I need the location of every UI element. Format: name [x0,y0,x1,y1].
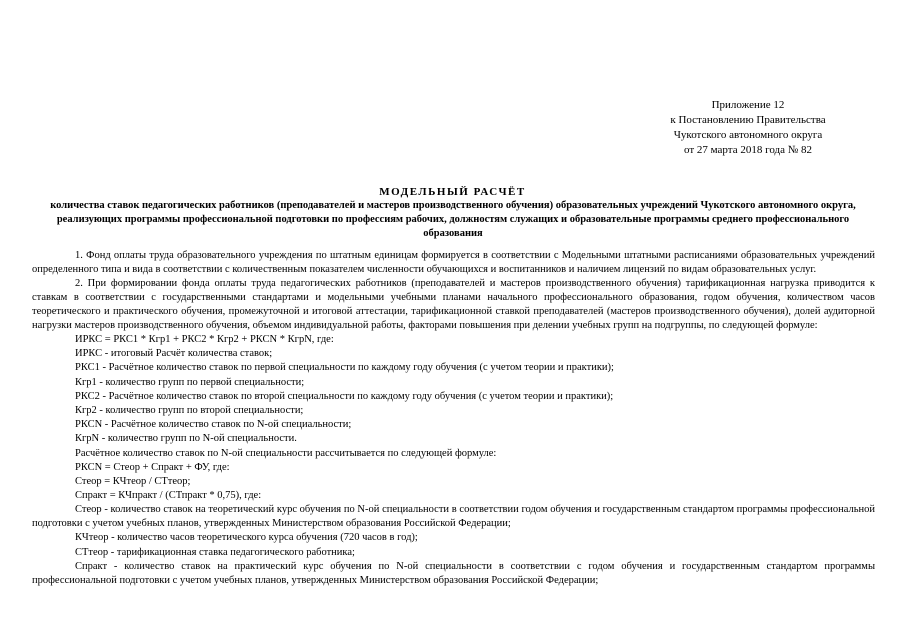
definition-kgr1: Кгр1 - количество групп по первой специальности; [75,376,305,388]
formula-rksn: РКСN = Стеор + Спракт + ФУ, где: [75,461,230,473]
appendix-line-4: от 27 марта 2018 года № 82 [683,144,812,156]
definition-rksn-formula-intro: Расчётное количество ставок по N-ой специальности рассчитывается по следующей формуле: [75,447,497,459]
definition-kgr2: Кгр2 - количество групп по второй специальности; [75,405,304,417]
formula-sprakt: Спракт = КЧпракт / (СТпракт * 0,75), где: [75,490,262,502]
formula-steor: Стеор = КЧтеор / СТтеор; [75,476,191,488]
document-subtitle: количества ставок педагогических работников (преподавателей и мастеров производственного обучения) образовательных учреждений Чукотского автономного округа, реализующих программы профессиональной подготовки по профессиям рабочих, должностям служащих и образовательные программы среднего профессионального образования [50,200,856,239]
definition-rksn: РКСN - Расчётное количество ставок по N-ой специальности; [75,419,352,431]
definition-rks2: РКС2 - Расчётное количество ставок по второй специальности по каждому году обучения (с учетом теории и практики); [75,390,614,402]
paragraph-steor: Стеор - количество ставок на теоретический курс обучения по N-ой специальности в соответствии годом обучения и государственным стандартом программы профессиональной подготовки с учетом учебных планов, утвержденных Министерством образования Российской Федерации; [32,504,875,530]
paragraph-sprakt: Спракт - количество ставок на практический курс обучения по N-ой специальности в соответствии с годом обучения и государственным стандартом программы профессиональной подготовки с учетом учебных планов, утвержденных Министерством образования Российской Федерации; [32,560,875,586]
definition-rks1: РКС1 - Расчётное количество ставок по первой специальности по каждому году обучения (с учетом теории и практики); [75,362,614,374]
definition-kgrn: КгрN - количество групп по N-ой специальности. [75,433,297,445]
definition-stteor: СТтеор - тарификационная ставка педагогического работника; [75,546,355,558]
paragraph-2: 2. При формировании фонда оплаты труда педагогических работников (преподавателей и мастеров производственного обучения) тарификационная нагрузка приводится к ставкам в соответствии с государственными стандартами и модельными учебными планами начального профессионального образования, годом обучения, количеством часов теоретического и практического обучения, промежуточной и итоговой аттестации, тарификационной ставкой преподавателей (мастеров производственного обучения), долей аудиторной нагрузки мастеров производственного обучения, объемом индивидуальной работы, факторами повышения при делении учебных групп на подгруппы, по следующей формуле: [32,278,875,331]
appendix-line-3: Чукотского автономного округа [673,129,823,141]
definition-kchteor: КЧтеор - количество часов теоретического курса обучения (720 часов в год); [75,532,418,544]
appendix-line-1: Приложение 12 [711,99,785,111]
document-title: МОДЕЛЬНЫЙ РАСЧЁТ [379,186,526,198]
appendix-line-2: к Постановлению Правительства [670,114,826,126]
appendix-block [628,98,868,158]
formula-total: ИРКС = РКС1 * Кгр1 + РКС2 * Кгр2 + РКСN * КгрN, где: [75,334,334,345]
definition-irks: ИРКС - итоговый Расчёт количества ставок; [75,348,273,360]
paragraph-1: 1. Фонд оплаты труда образовательного учреждения по штатным единицам формируется в соответствии с Модельными штатными расписаниями образовательных учреждений определенного типа и вида в соответствии с количественным показателем численности обучающихся и воспитанников и наличием лицензий по видам образовательных услуг. [32,250,875,275]
document-body [32,249,875,588]
